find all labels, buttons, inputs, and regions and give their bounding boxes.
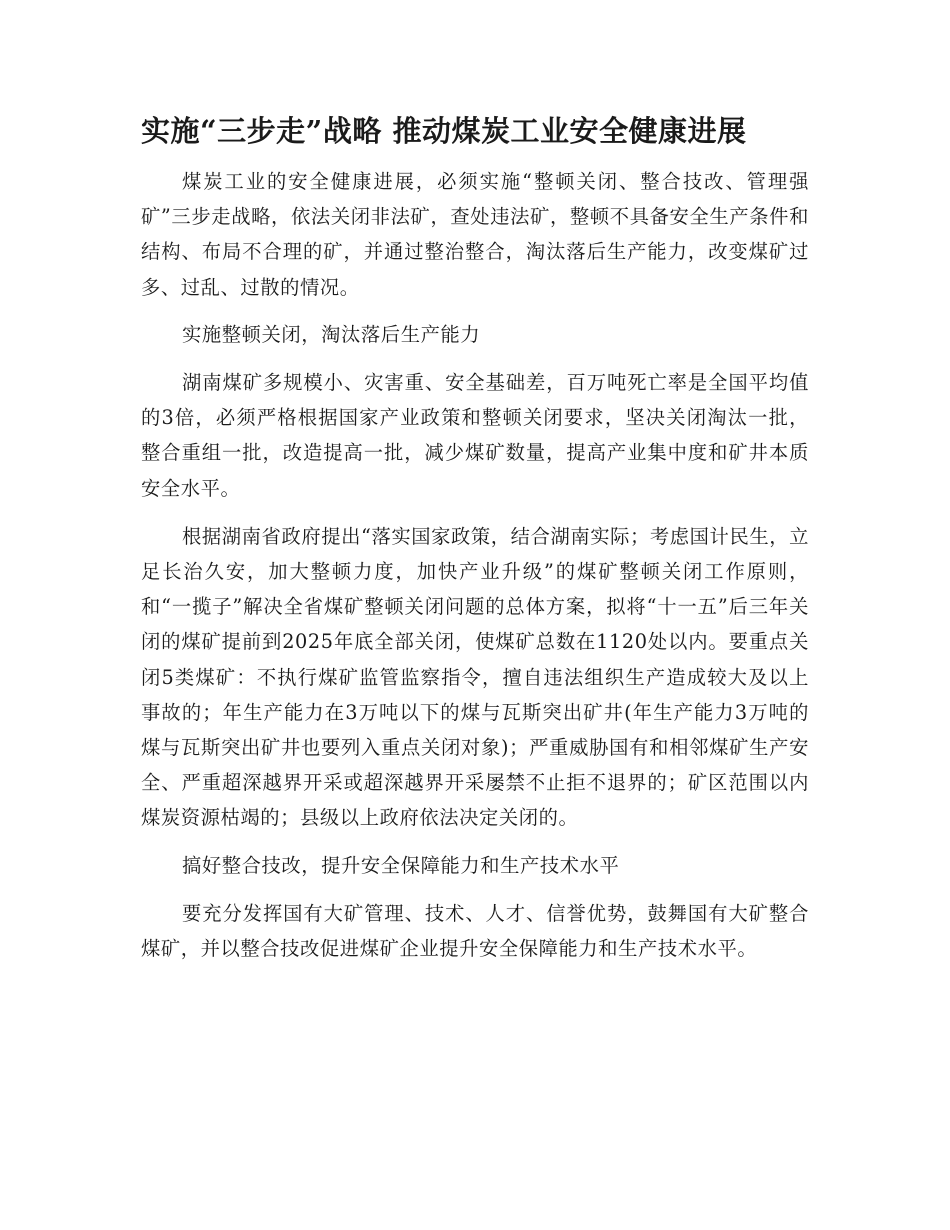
paragraph-closure-plan: 根据湖南省政府提出“落实国家政策，结合湖南实际；考虑国计民生，立足长治久安，加大整顿力度，加快产业升级”的煤矿整顿关闭工作原则，和“一揽子”解决全省煤矿整顿关闭问题的总体方案，拟将“十一五”后三年关闭的煤矿提前到2025年底全部关闭，使煤矿总数在1120处以内。要重点关闭5类煤矿：不执行煤矿监管监察指令，擅自违法组织生产造成较大及以上事故的；年生产能力在3万吨以下的煤与瓦斯突出矿井(年生产能力3万吨的煤与瓦斯突出矿井也要列入重点关闭对象)；严重威胁国有和相邻煤矿生产安全、严重超深越界开采或超深越界开采屡禁不止拒不退界的；矿区范围以内煤炭资源枯竭的；县级以上政府依法决定关闭的。 — [141, 524, 809, 830]
section-heading-integration: 搞好整合技改，提升安全保障能力和生产技术水平 — [182, 853, 620, 877]
section-heading-closure: 实施整顿关闭，淘汰落后生产能力 — [182, 322, 481, 346]
document-title: 实施“三步走”战略 推动煤炭工业安全健康进展 — [141, 114, 747, 148]
intro-paragraph: 煤炭工业的安全健康进展，必须实施“整顿关闭、整合技改、管理强矿”三步走战略，依法关闭非法矿，查处违法矿，整顿不具备安全生产条件和结构、布局不合理的矿，并通过整治整合，淘汰落后生产能力，改变煤矿过多、过乱、过散的情况。 — [141, 170, 809, 299]
document-page — [141, 108, 809, 966]
paragraph-integration: 要充分发挥国有大矿管理、技术、人才、信誉优势，鼓舞国有大矿整合煤矿，并以整合技改促进煤矿企业提升安全保障能力和生产技术水平。 — [141, 901, 809, 961]
paragraph-hunan-mines: 湖南煤矿多规模小、灾害重、安全基础差，百万吨死亡率是全国平均值的3倍，必须严格根据国家产业政策和整顿关闭要求，坚决关闭淘汰一批，整合重组一批，改造提高一批，减少煤矿数量，提高产业集中度和矿井本质安全水平。 — [141, 371, 809, 500]
